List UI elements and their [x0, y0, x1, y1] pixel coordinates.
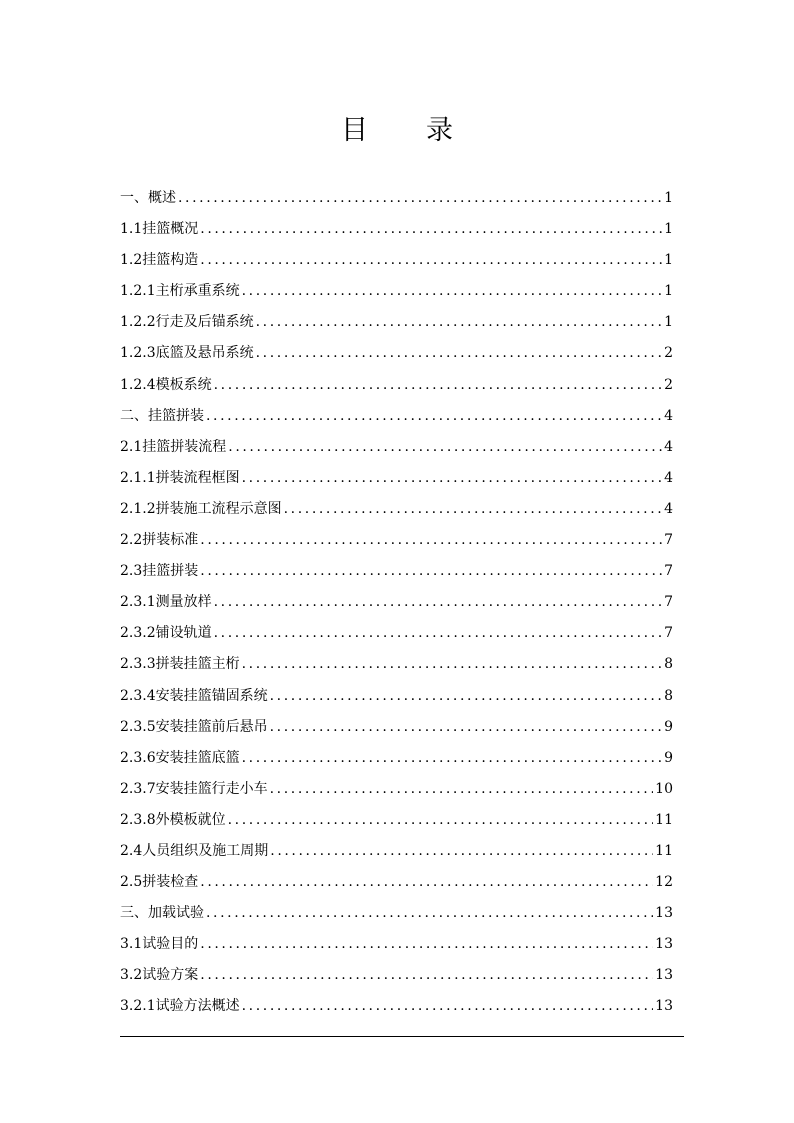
toc-dot-leader	[200, 245, 662, 276]
toc-dot-leader	[270, 681, 662, 712]
toc-entry[interactable]	[120, 214, 673, 245]
toc-entry[interactable]	[120, 556, 673, 587]
toc-dot-leader	[200, 867, 653, 898]
toc-entry-label: 2.3.6安装挂篮底篮	[120, 749, 240, 766]
toc-entry[interactable]	[120, 494, 673, 525]
toc-entry-label: 2.3.8外模板就位	[120, 811, 226, 828]
toc-page-number: 8	[664, 656, 673, 673]
toc-page-number: 2	[664, 345, 673, 362]
toc-dot-leader	[206, 898, 653, 929]
toc-page-number: 11	[655, 842, 673, 859]
toc-entry-label: 2.3.3拼装挂篮主桁	[120, 656, 240, 673]
toc-dot-leader	[242, 463, 662, 494]
toc-page-number: 8	[664, 687, 673, 704]
toc-entry-label: 3.1试验目的	[120, 936, 199, 953]
toc-entry-label: 1.2.3底篮及悬吊系统	[120, 345, 254, 362]
toc-page-number: 7	[664, 625, 673, 642]
toc-entry[interactable]	[120, 960, 673, 991]
page-bottom-rule	[120, 1036, 684, 1037]
toc-entry-label: 3.2.1试验方法概述	[120, 998, 240, 1015]
toc-entry-label: 3.2试验方案	[120, 967, 199, 984]
toc-entry[interactable]	[120, 338, 673, 369]
toc-entry[interactable]	[120, 463, 673, 494]
toc-page-number: 13	[655, 936, 673, 953]
toc-entry-label: 1.2挂篮构造	[120, 252, 199, 269]
toc-page-number: 1	[664, 314, 673, 331]
toc-entry[interactable]	[120, 836, 673, 867]
toc-dot-leader	[214, 587, 662, 618]
toc-entry-label: 2.3挂篮拼装	[120, 563, 199, 580]
toc-entry-label: 1.2.4模板系统	[120, 376, 212, 393]
toc-entry[interactable]	[120, 991, 673, 1022]
toc-entry[interactable]	[120, 587, 673, 618]
toc-entry[interactable]	[120, 432, 673, 463]
toc-entry[interactable]	[120, 929, 673, 960]
toc-dot-leader	[270, 836, 653, 867]
toc-entry-label: 1.2.2行走及后锚系统	[120, 314, 254, 331]
toc-dot-leader	[242, 743, 662, 774]
toc-page-number: 7	[664, 532, 673, 549]
toc-dot-leader	[270, 712, 662, 743]
table-of-contents	[120, 183, 673, 1023]
toc-dot-leader	[200, 556, 662, 587]
toc-dot-leader	[214, 370, 662, 401]
toc-page-number: 10	[655, 780, 673, 797]
toc-entry[interactable]	[120, 183, 673, 214]
toc-entry-label: 2.3.2铺设轨道	[120, 625, 212, 642]
toc-page-number: 7	[664, 594, 673, 611]
toc-dot-leader	[178, 183, 662, 214]
toc-dot-leader	[242, 991, 654, 1022]
toc-page-number: 12	[655, 874, 673, 891]
toc-page-number: 1	[664, 221, 673, 238]
toc-entry-label: 2.3.1测量放样	[120, 594, 212, 611]
toc-entry[interactable]	[120, 618, 673, 649]
toc-page-number: 13	[655, 998, 673, 1015]
toc-dot-leader	[284, 494, 662, 525]
toc-dot-leader	[206, 401, 662, 432]
toc-dot-leader	[228, 805, 654, 836]
toc-page-number: 4	[664, 438, 673, 455]
toc-entry[interactable]	[120, 712, 673, 743]
toc-dot-leader	[242, 649, 662, 680]
toc-entry[interactable]	[120, 649, 673, 680]
toc-dot-leader	[256, 338, 662, 369]
toc-entry-label: 2.3.4安装挂篮锚固系统	[120, 687, 268, 704]
toc-entry[interactable]	[120, 743, 673, 774]
toc-dot-leader	[214, 618, 662, 649]
toc-entry[interactable]	[120, 898, 673, 929]
toc-page-number: 2	[664, 376, 673, 393]
toc-entry-label: 一、概述	[120, 190, 176, 206]
toc-page-number: 4	[664, 500, 673, 517]
toc-dot-leader	[228, 432, 662, 463]
toc-dot-leader	[200, 214, 662, 245]
toc-page-number: 1	[664, 283, 673, 300]
toc-entry-label: 2.4人员组织及施工周期	[120, 842, 269, 859]
toc-dot-leader	[256, 307, 662, 338]
toc-entry[interactable]	[120, 401, 673, 432]
toc-entry[interactable]	[120, 245, 673, 276]
toc-dot-leader	[200, 525, 662, 556]
toc-page-number: 11	[655, 811, 673, 828]
toc-page-number: 4	[664, 469, 673, 486]
toc-entry-label: 2.1.1拼装流程框图	[120, 469, 240, 486]
toc-entry-label: 二、挂篮拼装	[120, 407, 204, 424]
toc-entry[interactable]	[120, 370, 673, 401]
toc-entry[interactable]	[120, 805, 673, 836]
toc-page-number: 9	[664, 749, 673, 766]
toc-entry[interactable]	[120, 867, 673, 898]
toc-entry[interactable]	[120, 681, 673, 712]
toc-dot-leader	[242, 276, 662, 307]
toc-dot-leader	[200, 929, 653, 960]
toc-page-number: 1	[664, 252, 673, 269]
toc-entry-label: 2.2拼装标准	[120, 532, 199, 549]
toc-entry-label: 三、加载试验	[120, 905, 204, 922]
toc-page-number: 4	[664, 407, 673, 424]
toc-page-number: 1	[664, 190, 673, 206]
toc-dot-leader	[270, 774, 654, 805]
toc-page-number: 9	[664, 718, 673, 735]
toc-entry-label: 1.1挂篮概况	[120, 221, 199, 238]
toc-entry-label: 2.1.2拼装施工流程示意图	[120, 500, 282, 517]
toc-page-number: 13	[655, 967, 673, 984]
toc-entry-label: 2.3.7安装挂篮行走小车	[120, 780, 268, 797]
toc-entry-label: 2.1挂篮拼装流程	[120, 438, 227, 455]
toc-entry[interactable]	[120, 525, 673, 556]
toc-entry-label: 2.5拼装检查	[120, 874, 199, 891]
toc-entry-label: 1.2.1主桁承重系统	[120, 283, 240, 300]
toc-entry[interactable]	[120, 307, 673, 338]
toc-page-number: 13	[655, 905, 673, 922]
toc-entry[interactable]	[120, 276, 673, 307]
toc-dot-leader	[200, 960, 653, 991]
page-title: 目录	[341, 115, 511, 146]
toc-page-number: 7	[664, 563, 673, 580]
toc-entry-label: 2.3.5安装挂篮前后悬吊	[120, 718, 268, 735]
toc-entry[interactable]	[120, 774, 673, 805]
